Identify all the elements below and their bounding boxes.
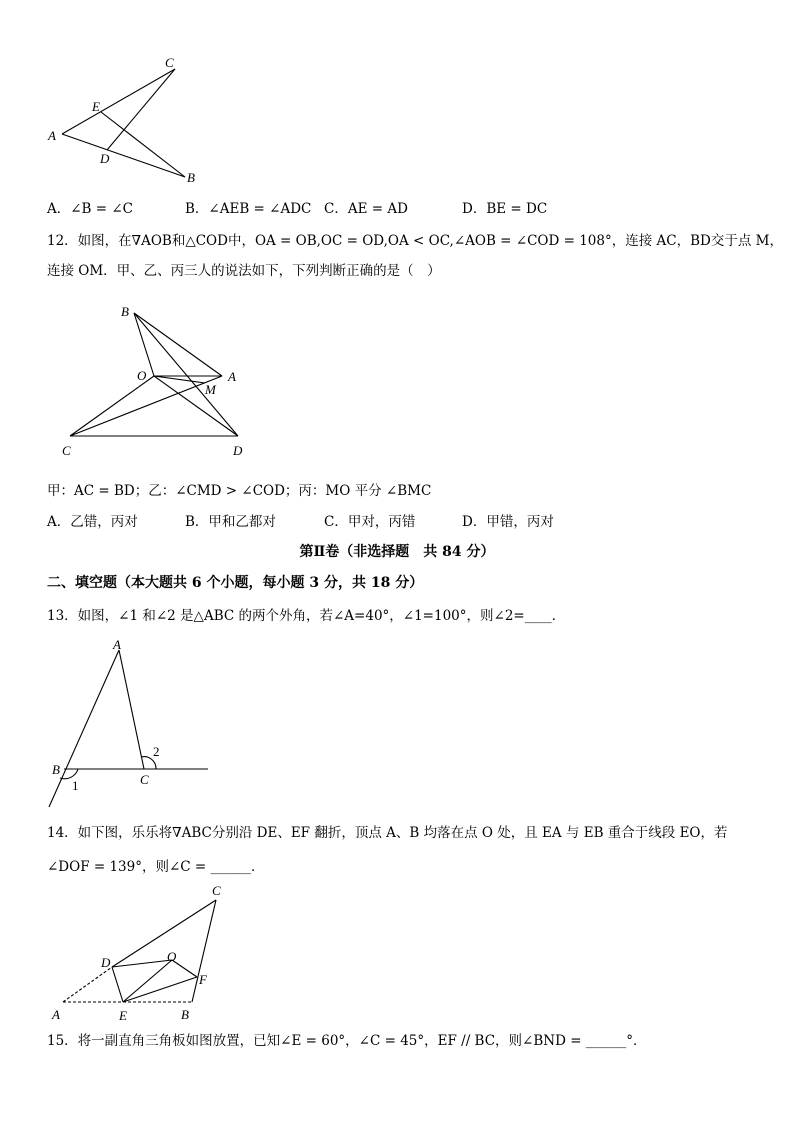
q11-option-a[interactable]: A．∠B = ∠C: [47, 201, 134, 217]
q11-segment-AC: [62, 69, 175, 134]
q12-option-c[interactable]: C．甲对，丙错: [324, 514, 416, 530]
q14-label-D: D: [101, 955, 111, 970]
q11-segment-AB: [62, 134, 185, 177]
q14-label-B: B: [181, 1007, 189, 1022]
q14-label-A: A: [52, 1007, 60, 1022]
q15-stem: 15．将一副直角三角板如图放置，已知∠E = 60°，∠C = 45°，EF // BC，则∠BND = ______°．: [47, 1033, 647, 1049]
q11-segment-DC: [107, 69, 175, 150]
q13-segment-AB-extended: [49, 650, 119, 807]
section2-title: 二、填空题（本大题共 6 个小题，每小题 3 分，共 18 分）: [47, 575, 424, 591]
q14-segment-EF: [123, 977, 197, 1002]
q12-segment-CA: [70, 376, 222, 436]
q14-figure: [45, 880, 235, 1025]
q14-segment-DE: [112, 967, 123, 1002]
q11-label-D: D: [100, 151, 110, 166]
q13-label-1: 1: [72, 778, 79, 793]
q12-option-b[interactable]: B．甲和乙都对: [185, 514, 276, 530]
q12-statements: 甲：AC = BD；乙：∠CMD > ∠COD；丙：MO 平分 ∠BMC: [47, 483, 432, 499]
q12-option-a[interactable]: A．乙错，丙对: [47, 514, 138, 530]
q14-segment-EO: [123, 960, 172, 1002]
q12-figure: [55, 298, 255, 463]
q12-stem-line2: 连接 OM．甲、乙、丙三人的说法如下，下列判断正确的是（ ）: [47, 263, 441, 279]
q13-label-2: 2: [153, 744, 160, 759]
q12-label-M: M: [205, 382, 216, 397]
q12-label-O: O: [137, 368, 147, 383]
q14-label-O: O: [167, 949, 177, 964]
q11-label-C: C: [165, 55, 174, 70]
q12-segment-OC: [70, 376, 154, 436]
q14-segment-DC: [112, 900, 216, 967]
q13-label-B: B: [52, 762, 60, 777]
q12-option-d[interactable]: D．甲错，丙对: [462, 514, 554, 530]
q11-label-B: B: [187, 170, 195, 185]
q13-segment-AC: [119, 650, 144, 769]
q12-segment-BA: [134, 313, 222, 376]
q13-label-C: C: [140, 772, 149, 787]
q11-option-c[interactable]: C．AE = AD: [324, 201, 408, 217]
q13-stem: 13．如图，∠1 和∠2 是△ABC 的两个外角，若∠A=40°，∠1=100°，则∠2=____．: [47, 608, 566, 624]
q12-segment-BO: [134, 313, 154, 376]
q12-label-A: A: [228, 369, 236, 384]
q14-label-F: F: [199, 972, 207, 987]
q14-stem-line1: 14．如下图，乐乐将∇ABC分别沿 DE、EF 翻折，顶点 A、B 均落在点 O 处，且 EA 与 EB 重合于线段 EO，若: [47, 825, 728, 841]
q12-label-B: B: [121, 304, 129, 319]
q14-label-E: E: [119, 1008, 127, 1023]
q12-label-D: D: [233, 443, 243, 458]
q11-label-A: A: [48, 128, 56, 143]
q11-option-d[interactable]: D．BE = DC: [462, 201, 548, 217]
q12-label-C: C: [62, 443, 71, 458]
q14-segment-AD-dashed: [63, 967, 112, 1002]
q11-label-E: E: [92, 99, 100, 114]
q13-label-A: A: [113, 637, 121, 652]
q12-segment-OD: [154, 376, 238, 436]
q11-segment-EB: [101, 112, 185, 177]
q14-stem-line2: ∠DOF = 139°，则∠C = ______．: [47, 859, 265, 875]
q13-figure: [40, 635, 220, 815]
q12-segment-BD: [134, 313, 238, 436]
part2-title: 第Ⅱ卷（非选择题 共 84 分）: [299, 544, 495, 560]
q11-option-b[interactable]: B．∠AEB = ∠ADC: [185, 201, 312, 217]
q12-stem-line1: 12．如图，在∇AOB和△COD中，OA = OB,OC = OD,OA < OC,∠AOB = ∠COD = 108°，连接 AC，BD交于点 M，: [47, 233, 783, 249]
q11-figure: [40, 50, 210, 190]
q14-label-C: C: [212, 883, 221, 898]
